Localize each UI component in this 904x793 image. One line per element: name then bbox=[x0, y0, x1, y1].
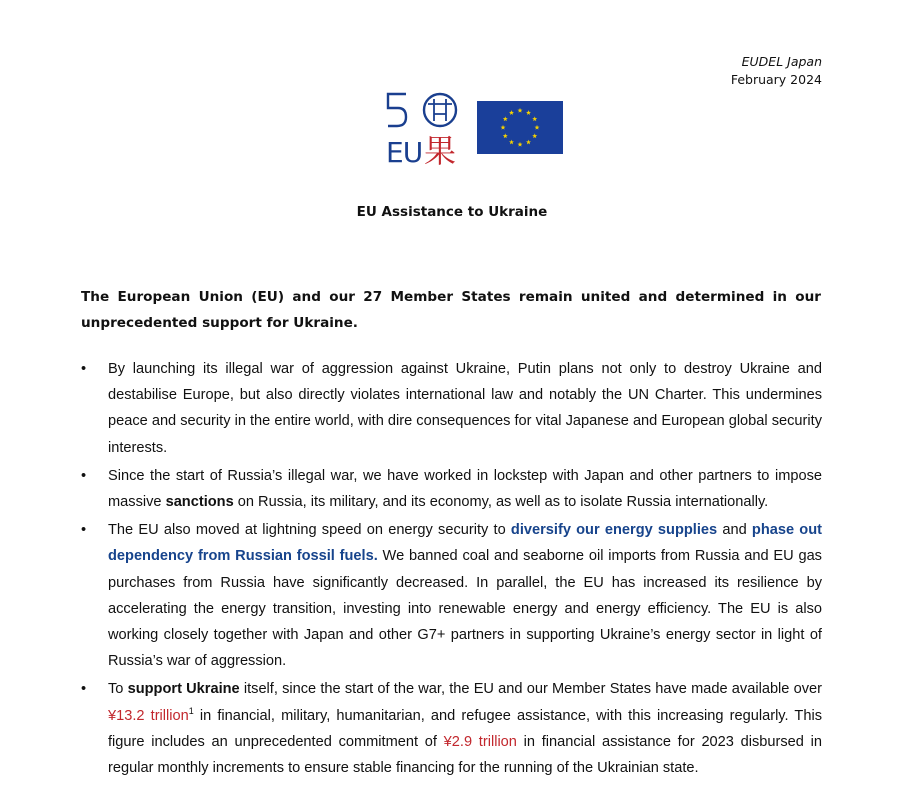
logo-area bbox=[384, 90, 564, 166]
bullet-icon: • bbox=[81, 467, 87, 484]
highlight-phase-out: phase out dependency from Russian fossil fuels. bbox=[108, 522, 822, 565]
emphasis-sanctions: sanctions bbox=[165, 494, 234, 511]
emphasis-support-ukraine: support Ukraine bbox=[127, 681, 240, 698]
bullet-icon: • bbox=[81, 361, 87, 377]
svg-text:EU: EU bbox=[386, 136, 423, 166]
eu-flag bbox=[477, 101, 563, 154]
list-item: • By launching its illegal war of aggression against Ukraine, Putin plans not only to destroy Ukraine and destabilise Europe, but also directly violates international law and notably the UN Charter. This undermines peace and security in the entire world, with dire consequences for vital Japanese and European global security interests. bbox=[81, 356, 822, 461]
header-meta bbox=[731, 53, 822, 89]
footnote-ref[interactable]: 1 bbox=[188, 705, 194, 716]
list-item: • Since the start of Russia’s illegal war, we have worked in lockstep with Japan and other partners to impose massive sanctions on Russia, its military, and its economy, as well as to isolate Russia internationally. bbox=[81, 463, 822, 515]
bullet-list bbox=[81, 356, 822, 783]
document-date: February 2024 bbox=[730, 72, 822, 87]
list-item: • The EU also moved at lightning speed on energy security to diversify our energy supplies and phase out dependency from Russian fossil fuels. We banned coal and seaborne oil imports from Russia and EU gas purchases from Russia have significantly decreased. In parallel, the EU has increased its resilience by accelerating the energy transition, investing into renewable energy and energy efficiency. The EU is also working closely together with Japan and other G7+ partners in supporting Ukraine’s energy sector in light of Russia’s war of aggression. bbox=[81, 517, 822, 674]
svg-text:果: 果 bbox=[424, 132, 457, 166]
lead-statement: The European Union (EU) and our 27 Member States remain united and determined in our unprecedented support for Ukraine. bbox=[81, 289, 821, 331]
highlight-diversify-energy: diversify our energy supplies bbox=[510, 522, 718, 539]
document-title: EU Assistance to Ukraine bbox=[356, 204, 548, 220]
eu-japan-50th-anniversary-logo bbox=[384, 90, 464, 166]
amount-total-assistance: ¥13.2 trillion bbox=[108, 707, 189, 724]
organization-name: EUDEL Japan bbox=[741, 54, 822, 69]
bullet-icon: • bbox=[81, 681, 87, 698]
amount-financial-2023: ¥2.9 trillion bbox=[443, 733, 517, 750]
bullet-icon: • bbox=[81, 522, 87, 539]
list-item: • To support Ukraine itself, since the start of the war, the EU and our Member States have made available over ¥13.2 trillion$^1$ in financial, military, humanitarian, and refugee assistance, with this increasing regularly. This figure includes an unprecedented commitment of ¥2.9 trillion in financial assistance for 2023 disbursed in regular monthly increments to ensure stable financing for the running of the Ukrainian state. bbox=[81, 676, 822, 781]
